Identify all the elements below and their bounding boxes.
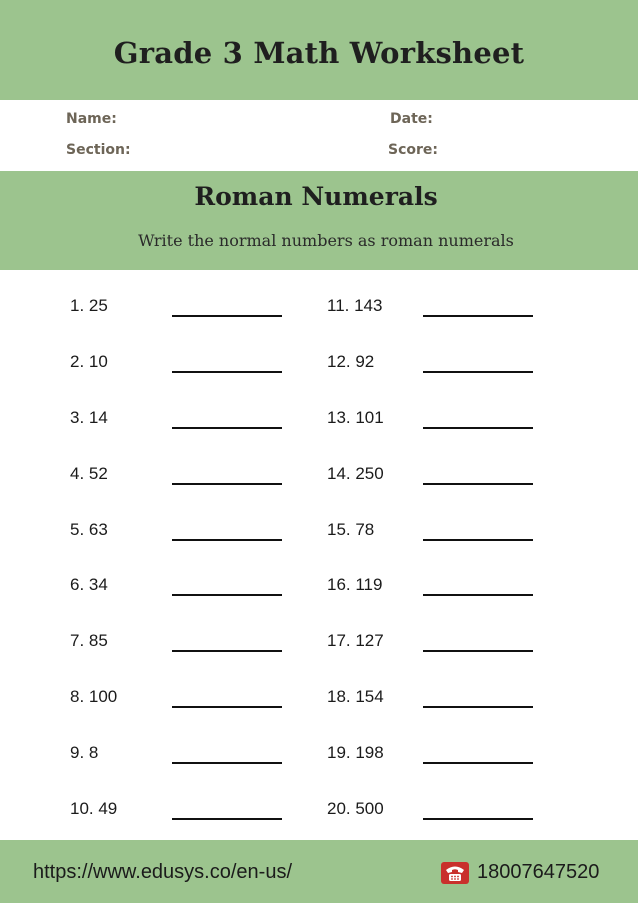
footer-phone xyxy=(441,861,599,884)
section-label: Section: xyxy=(66,142,131,158)
question-3: 3. 14 xyxy=(70,408,108,427)
question-4: 4. 52 xyxy=(70,464,108,483)
answer-blank-5[interactable] xyxy=(172,539,282,541)
question-5: 5. 63 xyxy=(70,520,108,539)
answer-blank-6[interactable] xyxy=(172,594,282,596)
section-title: Roman Numerals xyxy=(194,182,438,211)
answer-blank-18[interactable] xyxy=(423,706,533,708)
footer-phone-number: 18007647520 xyxy=(477,861,600,883)
name-label: Name: xyxy=(66,111,117,127)
question-19: 19. 198 xyxy=(327,743,384,762)
answer-blank-7[interactable] xyxy=(172,650,282,652)
question-18: 18. 154 xyxy=(327,687,384,706)
score-label: Score: xyxy=(388,142,438,158)
answer-blank-13[interactable] xyxy=(423,427,533,429)
question-8: 8. 100 xyxy=(70,687,118,706)
question-16: 16. 119 xyxy=(327,575,383,594)
answer-blank-20[interactable] xyxy=(423,818,533,820)
question-2: 2. 10 xyxy=(70,352,108,371)
footer-url[interactable]: https://www.edusys.co/en-us/ xyxy=(33,861,293,883)
answer-blank-17[interactable] xyxy=(423,650,533,652)
question-15: 15. 78 xyxy=(327,520,375,539)
answer-blank-15[interactable] xyxy=(423,539,533,541)
question-11: 11. 143 xyxy=(327,296,383,315)
answer-blank-4[interactable] xyxy=(172,483,282,485)
answer-blank-9[interactable] xyxy=(172,762,282,764)
answer-blank-2[interactable] xyxy=(172,371,282,373)
answer-blank-19[interactable] xyxy=(423,762,533,764)
date-label: Date: xyxy=(390,111,433,127)
question-6: 6. 34 xyxy=(70,575,108,594)
answer-blank-10[interactable] xyxy=(172,818,282,820)
answer-blank-12[interactable] xyxy=(423,371,533,373)
answer-blank-1[interactable] xyxy=(172,315,282,317)
question-14: 14. 250 xyxy=(327,464,384,483)
question-13: 13. 101 xyxy=(327,408,384,427)
instructions: Write the normal numbers as roman numerals xyxy=(138,231,514,250)
answer-blank-3[interactable] xyxy=(172,427,282,429)
answer-blank-14[interactable] xyxy=(423,483,533,485)
telephone-icon xyxy=(441,862,469,884)
question-12: 12. 92 xyxy=(327,352,375,371)
answer-blank-16[interactable] xyxy=(423,594,533,596)
worksheet-title: Grade 3 Math Worksheet xyxy=(113,36,525,70)
question-9: 9. 8 xyxy=(70,743,99,762)
question-10: 10. 49 xyxy=(70,799,118,818)
question-20: 20. 500 xyxy=(327,799,384,818)
question-7: 7. 85 xyxy=(70,631,108,650)
answer-blank-11[interactable] xyxy=(423,315,533,317)
question-17: 17. 127 xyxy=(327,631,384,650)
answer-blank-8[interactable] xyxy=(172,706,282,708)
question-1: 1. 25 xyxy=(70,296,108,315)
